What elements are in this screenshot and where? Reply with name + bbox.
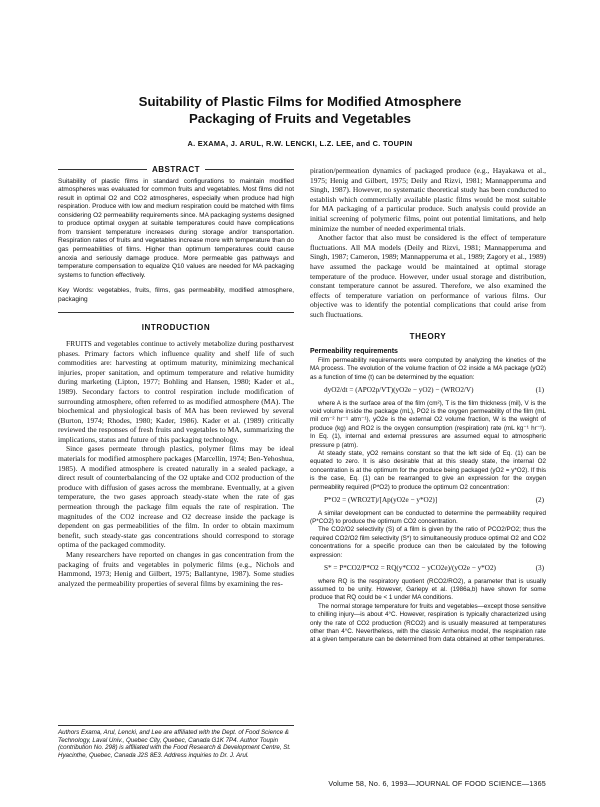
theory-paragraph-4: A similar development can be conducted to determine the permeability required (P*CO2) to produce the optimum CO2 concentration. bbox=[310, 509, 546, 525]
equation-2-number: (2) bbox=[535, 495, 544, 504]
equation-1-number: (1) bbox=[535, 385, 544, 394]
abstract-text: Suitability of plastic films in standard configurations to maintain modified atmospheres was evaluated for common fruits and vegetables. Most films did not result in optimal O2 and CO2 atmospheres, especially when produce had high respiration. Produce with low and medium respiration could be matched with films considering O2 permeability requirements since. MA packaging systems designed to produce optimal oxygen at suitable temperatures could have complications from transient temperature increases during storage and/or transportation. Respiration rates of fruits and vegetables increase more with temperature than do gas permeabilities of films. Higher than optimum temperatures could cause anoxia and seriously damage produce. More permeable gas pathways and temperature compensation to equalize Q10 values are needed for MA packaging systems to function effectively. bbox=[58, 177, 294, 279]
right-paragraph-1: piration/permeation dynamics of packaged produce (e.g., Hayakawa et al., 1975; Henig and Gilbert, 1975; Deily and Rizvi, 1981; Mannapperuma and Singh, 1987). However, no systematic theoretical study has been conducted to establish which commercially available plastic films would be most suitable for MA packaging of a particular produce. Such analysis could provide an initial screening of polymeric films, point out potential limitations, and help minimize the number of needed experimental trials. bbox=[310, 166, 546, 233]
equation-3 bbox=[324, 564, 546, 574]
author-affiliation-footnote: Authors Exama, Arul, Lencki, and Lee are affiliated with the Dept. of Food Science & Technology, Laval Univ., Quebec City, Quebec, Canada G1K 7P4. Author Toupin (contribution No. 298) is affiliated with the Food Research & Development Centre, St. Hyacinthe, Quebec, Canada J2S 8E3. Address inquiries to Dr. J. Arul. bbox=[58, 725, 294, 759]
abstract-heading: ABSTRACT bbox=[152, 165, 200, 174]
divider bbox=[58, 169, 147, 170]
subsection-heading: Permeability requirements bbox=[310, 348, 398, 356]
title-line-1: Suitability of Plastic Films for Modified Atmosphere bbox=[138, 94, 462, 109]
keywords: Key Words: vegetables, fruits, films, gas permeability, modified atmosphere, packaging bbox=[58, 287, 294, 303]
theory-paragraph-3: At steady state, yO2 remains constant so that the left side of Eq. (1) can be equated to zero. It is also desirable that at this steady state, the internal O2 concentration is at the optimum for the produce being packaged (yO2 = y*O2). If this is the case, Eq. (1) can be rearranged to give an expression for the oxygen permeability required (P*O2) to produce the optimum O2 concentration: bbox=[310, 449, 546, 491]
equation-2 bbox=[324, 496, 546, 506]
theory-paragraph-1: Film permeability requirements were computed by analyzing the kinetics of the MA process. The evolution of the volume fraction of O2 inside a MA package (yO2) as a function of time (t) can be determined by the equation: bbox=[310, 356, 546, 381]
left-column bbox=[58, 165, 294, 588]
section-heading-introduction: INTRODUCTION bbox=[141, 323, 211, 333]
title-line-2: Packaging of Fruits and Vegetables bbox=[188, 111, 412, 126]
intro-paragraph-2: Since gases permeate through plastics, polymer films may be ideal materials for modified atmosphere packages (Marcellin, 1974; Ben-Yehoshua, 1985). A modified atmosphere is created naturally in a sealed package, a direct result of counterbalancing of the O2 uptake and CO2 production of the produce with diffusion of gases across the membrane. Eventually, at a given temperature, the two gases approach steady-state when the rate of gas permeation through the package film equals the rate of respiration. The magnitudes of the CO2 increase and O2 decrease inside the package is dependent on gas permeabilities of the film. In order to obtain maximum benefit, such steady-state gas concentrations should correspond to storage optima of the packaged commodity. bbox=[58, 444, 294, 550]
abstract-header bbox=[58, 165, 294, 175]
equation-2-body: P*O2 = (WRO2T)/[Ap(yO2e − y*O2)] bbox=[324, 495, 438, 504]
theory-paragraph-6: where RQ is the respiratory quotient (RCO2/RO2), a parameter that is usually assumed to be unity. However, Gariepy et al. (1986a,b) have shown for some produce that RQ could be < 1 under MA conditions. bbox=[310, 577, 546, 602]
equation-1-body: dyO2/dt = (APO2p/VT)(yO2e − yO2) − (WRO2/V) bbox=[324, 385, 474, 394]
theory-paragraph-5: The CO2/O2 selectivity (S) of a film is given by the ratio of PCO2/PO2; thus the required CO2/O2 film selectivity (S*) to simultaneously produce optimal O2 and CO2 concentrations for a specific produce can then be calculated by the following expression: bbox=[310, 526, 546, 559]
intro-paragraph-1: FRUITS and vegetables continue to actively metabolize during postharvest phases. Primary factors which influence quality and shelf life of such commodities are: harvesting at optimum maturity, minimizing mechanical injuries, proper sanitation, and optimum temperature and relative humidity during marketing (Lipton, 1977; Bohling and Hansen, 1980; Kader et al., 1989). Secondary factors to control respiration include modification of surrounding atmosphere, often referred to as modified atmosphere (MA). The biochemical and physiological basis of MA has been reviewed by several (Burton, 1974; Rhodes, 1980; Kader, 1986). Kader et al. (1989) critically reviewed the responses of fresh fruits and vegetables to MA, summarizing the implications, status and future of this packaging technology. bbox=[58, 338, 294, 444]
equation-3-body: S* = P*CO2/P*O2 = RQ(y*CO2 − yCO2e)/(yO2e − y*O2) bbox=[324, 564, 496, 572]
divider bbox=[205, 169, 294, 170]
article-title bbox=[60, 93, 540, 127]
right-column bbox=[310, 166, 546, 645]
equation-1 bbox=[324, 386, 546, 396]
theory-paragraph-2: where A is the surface area of the film (cm²), T is the film thickness (mil), V is the void volume inside the package (mL), PO2 is the oxygen permeability of the film (mL mil cm⁻² hr⁻¹ atm⁻¹), yO2e is the external O2 volume fraction, W is the weight of produce (kg) and RO2 is the oxygen consumption (respiration) rate (mL kg⁻¹ hr⁻¹). In Eq. (1), internal and external pressures are assumed equal to atmospheric pressure p (atm). bbox=[310, 399, 546, 449]
intro-paragraph-3: Many researchers have reported on changes in gas concentration from the packaging of fruits and vegetables in polymeric films (e.g., Nichols and Hammond, 1973; Henig and Gilbert, 1975; Ballantyne, 1987). Some studies analyzed the permeability properties of several films by examining the res- bbox=[58, 550, 294, 588]
theory-paragraph-7: The normal storage temperature for fruits and vegetables—except those sensitive to chilling injury—is about 4°C. However, respiration is typically characterized using only the rate of CO2 production (RCO2) and is usually measured at temperatures other than 4°C. Nevertheless, with the classic Arrhenius model, the respiration rate at a given temperature can be determined from data obtained at other temperatures. bbox=[310, 602, 546, 644]
equation-3-number: (3) bbox=[535, 564, 544, 572]
right-paragraph-2: Another factor that also must be considered is the effect of temperature fluctuations. All MA models (Deily and Rizvi, 1981; Mannapperuma and Singh, 1987; Cameron, 1989; Mannapperuma et al., 1989; Zagory et al., 1989) have assumed the package would be maintained at optimal storage temperature of the produce. However, under usual storage and distribution, constant temperature cannot be assured. Therefore, we also examined the effects of temperature variation on performance of various films. Our objective was to identify the potential complications that could arise from such fluctuations. bbox=[310, 233, 546, 319]
section-heading-theory: THEORY bbox=[409, 331, 447, 341]
author-list: A. EXAMA, J. ARUL, R.W. LENCKI, L.Z. LEE, and C. TOUPIN bbox=[187, 139, 413, 148]
page-footer: Volume 58, No. 6, 1993—JOURNAL OF FOOD SCIENCE—1365 bbox=[328, 779, 546, 788]
abstract-end-rule bbox=[58, 312, 294, 313]
